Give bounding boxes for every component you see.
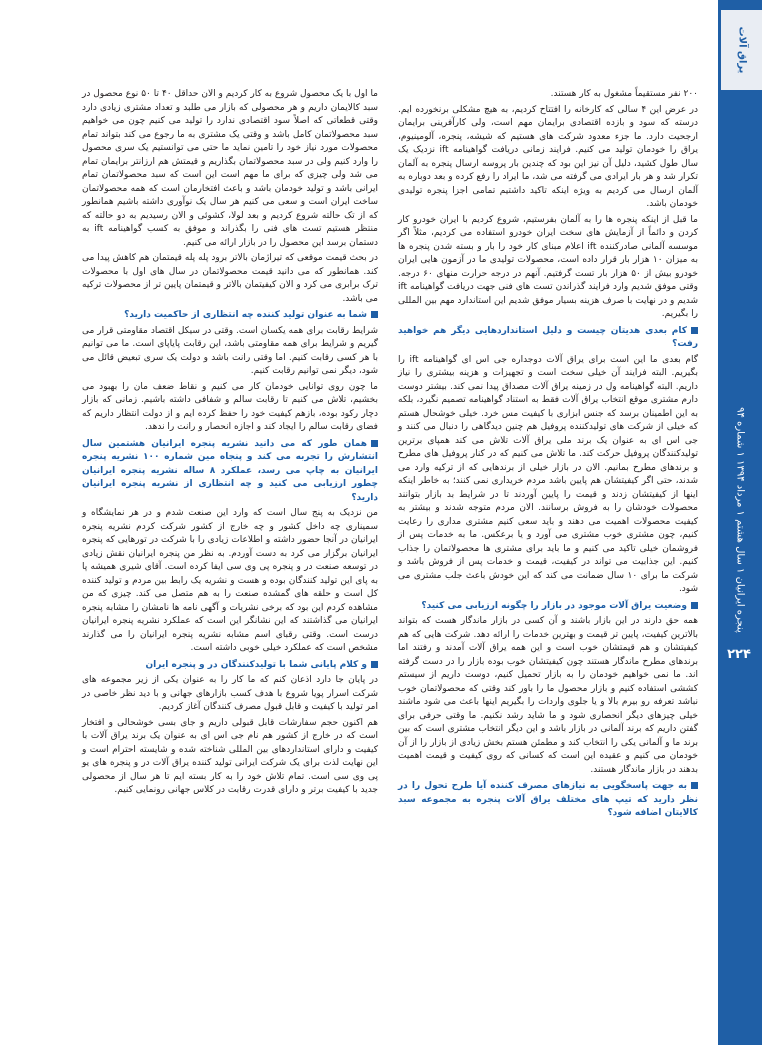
paragraph: گام بعدی ما این است برای یراق آلات دوجداره جی اس ای گواهینامه ift را بگیریم. البته فرایند آن خیلی سخت است و تجهیزات و هزینه بیشتری را نیاز داریم. البته گواهینامه ول در زمینه یراق آلات مصداق پیدا نمی کند. بیشتر دوست دارم مشتری موقع انتخاب یراق آلات فقط به استناد گواهینامه تصمیم نگیرد، بلکه به این اطمینان برسد که جنس ابزاری با کیفیت مس خرد. خیلی خوشحال هستم که خیلی از شرکت های تولیدکننده پروفیل هم چنین دیدگاهی را دنبال می کنند و جی اس ای به عنوان یک برند ملی یراق آلات تلاش می کند همپای برترین تولیدکنندگان پروفیل حرکت کند. ما تلاش می کنیم که در کنار پروفیل های مطرح و برندهای مطرح بمانیم. الان در بازار خیلی از برندهایی که از ترکیه وارد می شدند، حتی اگر کیفیتشان هم پایین باشد مردم خریداری نمی کنند؛ به خاطر اینکه اینها از کیفیتشان زدند و قیمت را پایین آوردند تا در شرایط بد بازار بتوانند محصولات خودشان را به فروش برسانند. الان مردم متوجه شدند و بیشتر به کیفیت محصولات اهمیت می دهند و باید سعی کنیم مشتری مداری را رعایت کنیم، چون مشتری خوب مشتری می آورد و یا برعکس. ما به خدمات پس از فروشمان خیلی تاکید می کنیم و ما باید برای مشتری ها محصولاتمان را جذاب کنیم. این جذابیت می تواند در کیفیت، قیمت و خدمات پس از فروش باشد و شرکت ما برای ۱۰ سال ضمانت می کند که این خودش باعث جلب مشتری می شود. <box>398 354 698 594</box>
sidebar-strip <box>718 0 762 1045</box>
heading-text: همان طور که می دانید نشریه پنجره ایرانیان هشتمین سال انتشارش را تجربه می کند و پنجاه مین شماره ۱۰۰ نشریه پنجره ایرانیان به چاپ می رسد، عملکرد ۸ ساله نشریه پنجره ایرانیان چطور ارزیابی می کنید و چه انتظاری از نشریه پنجره ایرانیان دارید؟ <box>82 438 378 503</box>
question-heading <box>82 438 378 506</box>
paragraph: همه حق دارند در این بازار باشند و آن کسی در بازار ماندگار هست که بتواند بالاترین کیفیت، پایین تر قیمت و بهترین خدمات را ارائه دهد. شرکت هایی که هم کیفیتشان و هم قیمتشان خوب است و این همه یراق آلات آمدند و رفتند اما برندهای مطرح ماندگار هستند چون کیفیتشان خوب بوده بازار را در دست گرفته اند. ما نمی خواهیم خودمان را به بازار تحمیل کنیم، دوست داریم از سیستم کششی استفاده کنیم و بازار محصول ما را باور کند وقتی که محصولاتمان خوب نباشد تعرفه رو بیرم بالا و یا جلوی واردات را بگیریم اینها باعث می شود ماشند خیلی چیزهای دیگر انحصاری شود و ما شاید رشد نکنیم. ما وقتی حرفی برای گفتن داریم که برند آلمانی در بازار باشد و این دیگر انتخاب مشتری است که بین برند ما و آلمانی یکی را انتخاب کند و مطمئن هستم بخش زیادی از بازار را از آن خودمان می کنیم و عقیده این است که کسانی که روی کیفیت و قیمت اهمیت بدهند در بازار ماندگار هستند. <box>398 616 698 775</box>
square-bullet-icon <box>371 661 378 668</box>
paragraph: ما چون روی توانایی خودمان کار می کنیم و نقاط ضعف مان را بهبود می بخشیم، تلاش می کنیم تا رقابت سالم و شفافی داشته باشیم. زمانی که بازار دچار رکود بوده، بازهم کیفیت خود را حفظ کرده ایم و از دولت انتظار داریم که فضای رقابت سالم را ایجاد کند و اجازه انحصار و رانت را ندهد. <box>82 381 378 432</box>
heading-text: و کلام پایانی شما با تولیدکنندگان در و پنجره ایران <box>145 659 367 670</box>
heading-text: وضعیت یراق آلات موجود در بازار را چگونه ارزیابی می کنید؟ <box>421 600 687 611</box>
square-bullet-icon <box>691 327 698 334</box>
square-bullet-icon <box>371 311 378 318</box>
paragraph: ۲۰۰ نفر مستقیماً مشغول به کار هستند. <box>550 89 698 99</box>
paragraph: ما قبل از اینکه پنجره ها را به آلمان بفرستیم، شروع کردیم با ایران خودرو کار کردن و دائماً از آزمایش های سخت ایران خودرو استفاده می کردیم، مثلاً اگر موسسه آلمانی صادرکننده ift اعلام مبنای کار خود را بار و بسته شدن پنجره ها به میزان ۱۰ هزار بار قرار داده است، محصولات تولیدی ما در آزمون هایی ایران خودرو بیش از ۵۰ هزار بار تست گرفتیم. آنهم در درجه حرارت منهای ۶۰ درجه. وقتی موفق شدیم وارد فرایند گذراندن تست های فنی جهت دریافت گواهینامه ift شدیم و در نهایت با صرف هزینه بسیار موفق شدیم این استاندارد مهم بین المللی را بگیریم. <box>398 214 698 319</box>
paragraph: در عرض این ۴ سالی که کارخانه را افتتاح کردیم، به هیچ مشکلی برنخورده ایم. درسته که سود و بازده اقتصادی برایمان مهم است، ولی کارآفرینی برایمان ارجحیت دارد. ما جزء معدود شرکت های هستیم که شیشه، پنجره، آلومینیوم، یراق را خودمان تولید می کنیم. فرایند زمانی دریافت گواهینامه ift نزدیک یک سال طول کشید، دلیل آن نیز این بود که چندین بار پروسه ارسال پنجره به آلمان تکرار شد و هر بار ایرادی می گرفته می شد، ما ایراد را رفع کرده و بعد دوباره به آلمان ارسال می کردیم به ویژه اینکه تاکید داشتیم تمامی اجزا پنجره تولیدی خودمان باشد. <box>398 104 698 209</box>
left-column <box>82 88 378 800</box>
paragraph: ما اول با یک محصول شروع به کار کردیم و الان حداقل ۴۰ تا ۵۰ نوع محصول در سبد کالایمان داریم و هر محصولی که بازار می طلبد و تعداد مشتری زیادی دارد وقتی قطعاتی که اصلاً سود اقتصادی ندارد را تولید می کنیم چون می خواهیم سبد محصولاتمان کامل باشد و وقتی یک مشتری به ما رجوع می کند بتواند تمام محصولات مورد نیاز خود را تامین نماید ما حتی می توانستیم یک سری محصول را وارد کنیم ولی در سبد محصولاتمان بگذاریم و قیمتش هم ارزانتر برایمان تمام می شد ولی چیزی که برای ما مهم است این است که سبد محصولاتمان تمام ایرانی باشد و تولید خودمان باشد و باعث افتخارمان است که همه محصولاتمان ساخت ایران است و سعی می کنیم هر سال یک نوآوری داشته باشیم همانطور که از تک حالته شروع کردیم و بعد لولا، کشوئی و الان رسیدیم به دو حالته که منتظر هستیم تست های فنی را بگذراند و موفق به کسب گواهینامه ift به دستمان برسد این محصول را در بازار ارائه می کنیم. <box>82 89 379 248</box>
section-tab <box>718 10 762 90</box>
paragraph: من نزدیک به پنج سال است که وارد این صنعت شدم و در هر نمایشگاه و سمیناری چه داخل کشور و چه خارج از کشور شرکت کردم نشریه پنجره ایرانیان در آنجا حضور داشته و اطلاعات زیادی را با شرکت در تورهایی که پنجره ایرانیان برگزار می کرد به دست آوردم. به نظر من پنجره ایرانیان نقش زیادی در توسعه صنعت در و پنجره پی وی سی ایفا کرده است. آقای شیری همیشه پا به پای این تولید کنندگان بوده و هست و نشریه یک رابط بین مردم و تولید کننده کل است و حلقه های گمشده صنعت را به هم متصل می کند. چیزی که من مشاهده کردم این بود که برخی نشریات و آگهی نامه ها نامشان را مشابه پنجره ایرانیان می گذاشتند که این نشانگر این است که عملکرد نشریه پنجره ایرانیان درست است. وقتی رقبای اسم مشابه نشریه پنجره ایرانیان را می گذارند مشخص است که عملکرد خیلی خوبی داشته است. <box>82 508 378 653</box>
question-heading <box>82 659 378 673</box>
page-number: ۲۲۴ <box>724 640 754 668</box>
question-heading <box>398 780 698 821</box>
paragraph: در بحث قیمت موقعی که تیراژمان بالاتر برود پله پله قیمتمان هم کاهش پیدا می کند. همانطور که می دانید قیمت محصولاتمان در سال های اول با محصولات ترک برابری می کرد و الان کیفیتمان بالاتر و قیمتمان پایین تر از محصولات ترکیه می باشد. <box>82 253 378 304</box>
square-bullet-icon <box>691 602 698 609</box>
square-bullet-icon <box>371 440 378 447</box>
paragraph: شرایط رقابت برای همه یکسان است. وقتی در سیکل اقتصاد مقاومتی قرار می گیریم و شرایط برای همه مقاومتی باشد، این رقابت پایاپای است. ما می توانیم با هر کسی رقابت کنیم. اما وقتی رانت باشد و دولت یک سری تبعیض قائل می شود، دیگر نمی توانیم رقابت کنیم. <box>82 325 378 376</box>
issue-info: پنجره ایرانیان ۱ سال هشتم ۱ مرداد ۱۳۹۴ ۱ شماره ۹۴ <box>734 407 746 633</box>
question-heading <box>398 600 698 614</box>
square-bullet-icon <box>691 782 698 789</box>
section-tab-label: یراق آلات <box>736 26 747 74</box>
heading-text: شما به عنوان تولید کننده چه انتظاری از حاکمیت دارید؟ <box>124 310 367 320</box>
question-heading <box>82 309 378 323</box>
heading-text: به جهت پاسخگویی به نیازهای مصرف کننده آیا طرح تحول را در نظر دارید که تیپ های مختلف یراق آلات پنجره به مجموعه سبد کالایتان اضافه شود؟ <box>398 781 698 818</box>
paragraph: هم اکنون حجم سفارشات قابل قبولی داریم و جای بسی خوشحالی و افتخار است که در خارج از کشور هم نام جی اس ای به عنوان یک برند یراق آلات با کیفیت و دارای استانداردهای بین المللی شناخته شده و شایسته احترام است و این نهایت لذت برای یک شرکت ایرانی تولید کننده یراق آلات در و پنجره های یو پی وی سی است. تمام تلاش خود را به کار بسته ایم تا هر سال از محصولی جدید با کیفیت برتر و دارای قدرت رقابت در کلاس جهانی رونمایی کنیم. <box>82 717 378 795</box>
question-heading <box>398 325 698 352</box>
heading-text: کام بعدی هدیتان چیست و دلیل استانداردهایی دیگر هم خواهید رفت؟ <box>398 325 698 349</box>
right-column <box>398 88 698 823</box>
paragraph: در پایان جا دارد اذعان کنم که ما کار را به عنوان یکی از زیر مجموعه های شرکت اسرار پویا شروع با هدف کسب بازارهای جهانی و با دید نظر خاصی در امر تولید با کیفیت و قابل قبول مصرف کنندگان آغاز کردیم. <box>82 675 378 712</box>
